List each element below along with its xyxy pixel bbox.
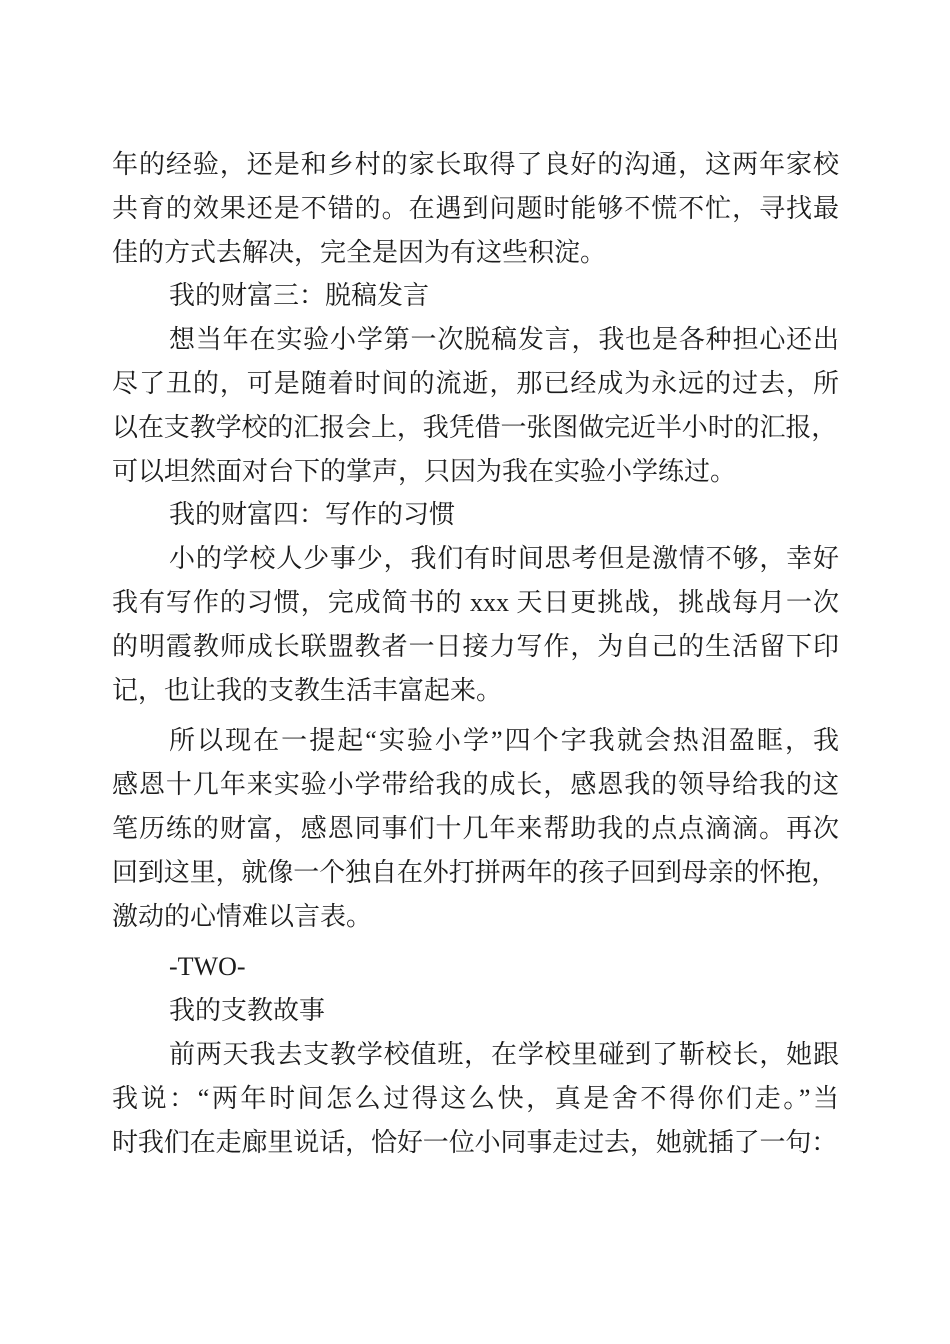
text-line: 回到这里，就像一个独自在外打拼两年的孩子回到母亲的怀抱， <box>112 857 838 887</box>
text-line: 想当年在实验小学第一次脱稿发言，我也是各种担心还出 <box>169 325 839 355</box>
text-line: 小的学校人少事少，我们有时间思考但是激情不够，幸好 <box>169 544 839 574</box>
text-line: 可以坦然面对台下的掌声，只因为我在实验小学练过。 <box>112 456 737 486</box>
text-line: 年的经验，还是和乡村的家长取得了良好的沟通，这两年家校 <box>112 150 839 179</box>
text-line: 佳的方式去解决，完全是因为有这些积淀。 <box>112 237 607 267</box>
text-line: 感恩十几年来实验小学带给我的成长，感恩我的领导给我的这 <box>112 770 839 800</box>
text-line: 激动的心情难以言表。 <box>112 901 373 931</box>
text-line: -TWO- <box>169 952 246 982</box>
text-line: 尽了丑的，可是随着时间的流逝，那已经成为永远的过去，所 <box>112 368 839 398</box>
text-line: 的明霞教师成长联盟教者一日接力写作，为自己的生活留下印 <box>112 631 839 661</box>
text-line: 我说：“两年时间怎么过得这么快，真是舍不得你们走。”当 <box>112 1083 839 1113</box>
text-line: 我有写作的习惯，完成简书的 xxx 天日更挑战，挑战每月一次 <box>112 587 839 617</box>
text-line: 笔历练的财富，感恩同事们十几年来帮助我的点点滴滴。再次 <box>112 813 839 843</box>
text-line: 记，也让我的支教生活丰富起来。 <box>112 675 503 705</box>
text-line: 共育的效果还是不错的。在遇到问题时能够不慌不忙，寻找最 <box>112 193 839 223</box>
text-line: 前两天我去支教学校值班，在学校里碰到了靳校长，她跟 <box>169 1039 839 1069</box>
text-line: 所以现在一提起“实验小学”四个字我就会热泪盈眶，我 <box>169 726 839 756</box>
text-line: 以在支教学校的汇报会上，我凭借一张图做完近半小时的汇报， <box>112 412 838 442</box>
document-body <box>112 143 839 1164</box>
text-line: 时我们在走廊里说话，恰好一位小同事走过去，她就插了一句： <box>112 1127 838 1157</box>
text-line: 我的财富三：脱稿发言 <box>169 281 430 311</box>
text-line: 我的财富四：写作的习惯 <box>169 500 456 530</box>
text-line: 我的支教故事 <box>169 996 326 1026</box>
